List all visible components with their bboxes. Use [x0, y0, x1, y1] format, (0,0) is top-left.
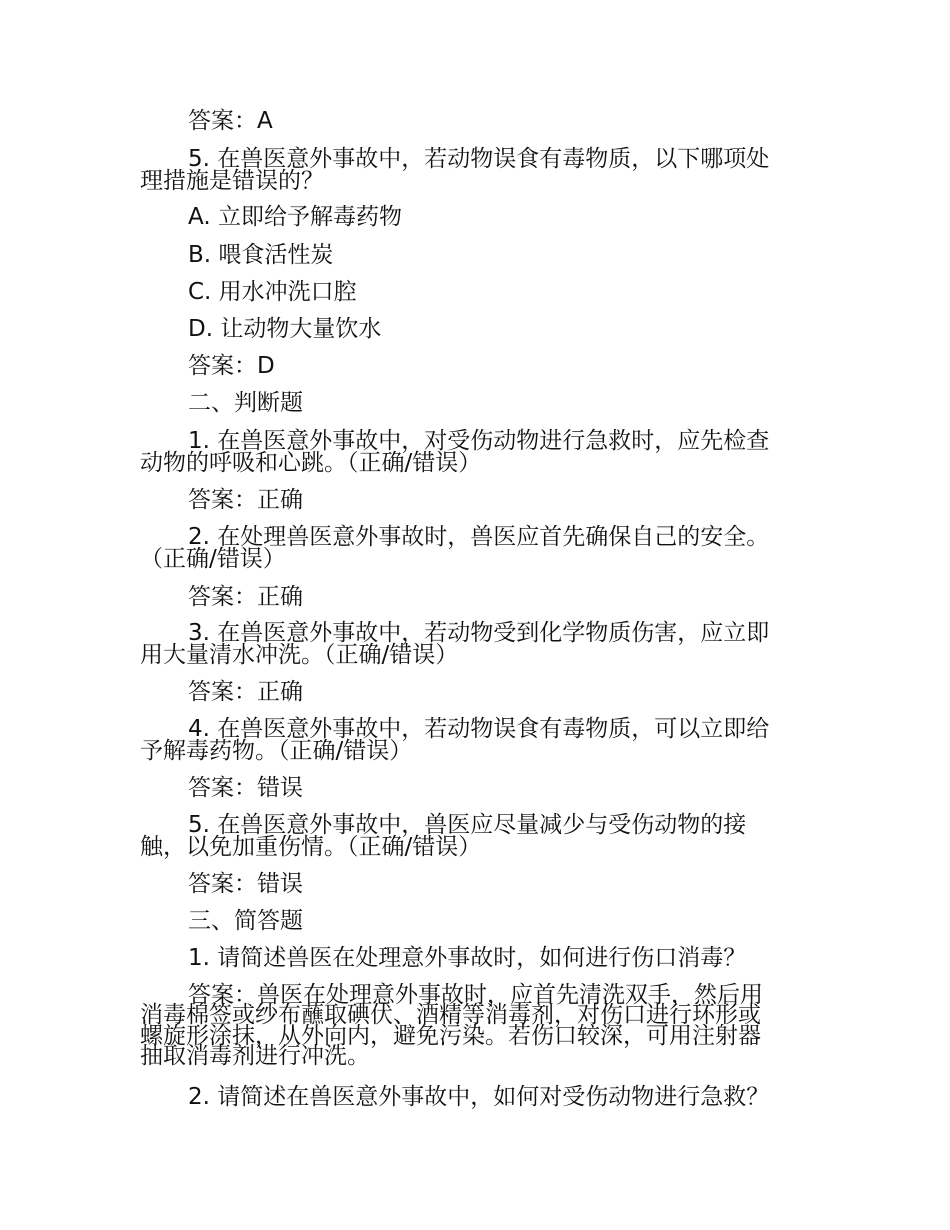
- answer-line: 答案：正确: [188, 487, 303, 513]
- option-b: B. 喂食活性炭: [188, 242, 334, 268]
- question-text-continued: 触，以免加重伤情。（正确/错误）: [140, 834, 482, 860]
- question-text: 2. 在处理兽医意外事故时，兽医应首先确保自己的安全。: [188, 524, 770, 550]
- answer-line: 答案：A: [188, 108, 273, 134]
- answer-paragraph-line: 抽取消毒剂进行冲洗。: [140, 1043, 370, 1069]
- option-a: A. 立即给予解毒药物: [188, 204, 402, 230]
- question-text: 4. 在兽医意外事故中，若动物误食有毒物质，可以立即给: [188, 716, 770, 742]
- answer-paragraph-line: 答案：兽医在处理意外事故时，应首先清洗双手，然后用: [188, 982, 763, 1008]
- answer-line: 答案：错误: [188, 775, 303, 801]
- question-text: 5. 在兽医意外事故中，兽医应尽量减少与受伤动物的接: [188, 812, 747, 838]
- question-text: 1. 在兽医意外事故中，对受伤动物进行急救时，应先检查: [188, 428, 770, 454]
- question-text-continued: 用大量清水冲洗。（正确/错误）: [140, 642, 459, 668]
- option-c: C. 用水冲洗口腔: [188, 279, 357, 305]
- answer-line: 答案：正确: [188, 584, 303, 610]
- question-text: 2. 请简述在兽医意外事故中，如何对受伤动物进行急救？: [188, 1084, 770, 1110]
- answer-paragraph-line: 消毒棉签或纱布蘸取碘伏、酒精等消毒剂，对伤口进行环形或: [140, 1002, 761, 1028]
- answer-line: 答案：错误: [188, 871, 303, 897]
- answer-paragraph-line: 螺旋形涂抹，从外向内，避免污染。若伤口较深，可用注射器: [140, 1023, 761, 1049]
- option-d: D. 让动物大量饮水: [188, 316, 382, 342]
- question-text-continued: 动物的呼吸和心跳。（正确/错误）: [140, 450, 482, 476]
- section-heading-judgement: 二、判断题: [188, 390, 303, 416]
- answer-line: 答案：D: [188, 353, 275, 379]
- question-text: 1. 请简述兽医在处理意外事故时，如何进行伤口消毒？: [188, 945, 747, 971]
- question-text-continued: （正确/错误）: [140, 546, 286, 572]
- question-text: 3. 在兽医意外事故中，若动物受到化学物质伤害，应立即: [188, 620, 770, 646]
- section-heading-short-answer: 三、简答题: [188, 908, 303, 934]
- answer-line: 答案：正确: [188, 679, 303, 705]
- question-text-continued: 予解毒药物。（正确/错误）: [140, 738, 413, 764]
- question-text-continued: 理措施是错误的？: [140, 168, 324, 194]
- question-text: 5. 在兽医意外事故中，若动物误食有毒物质，以下哪项处: [188, 146, 770, 172]
